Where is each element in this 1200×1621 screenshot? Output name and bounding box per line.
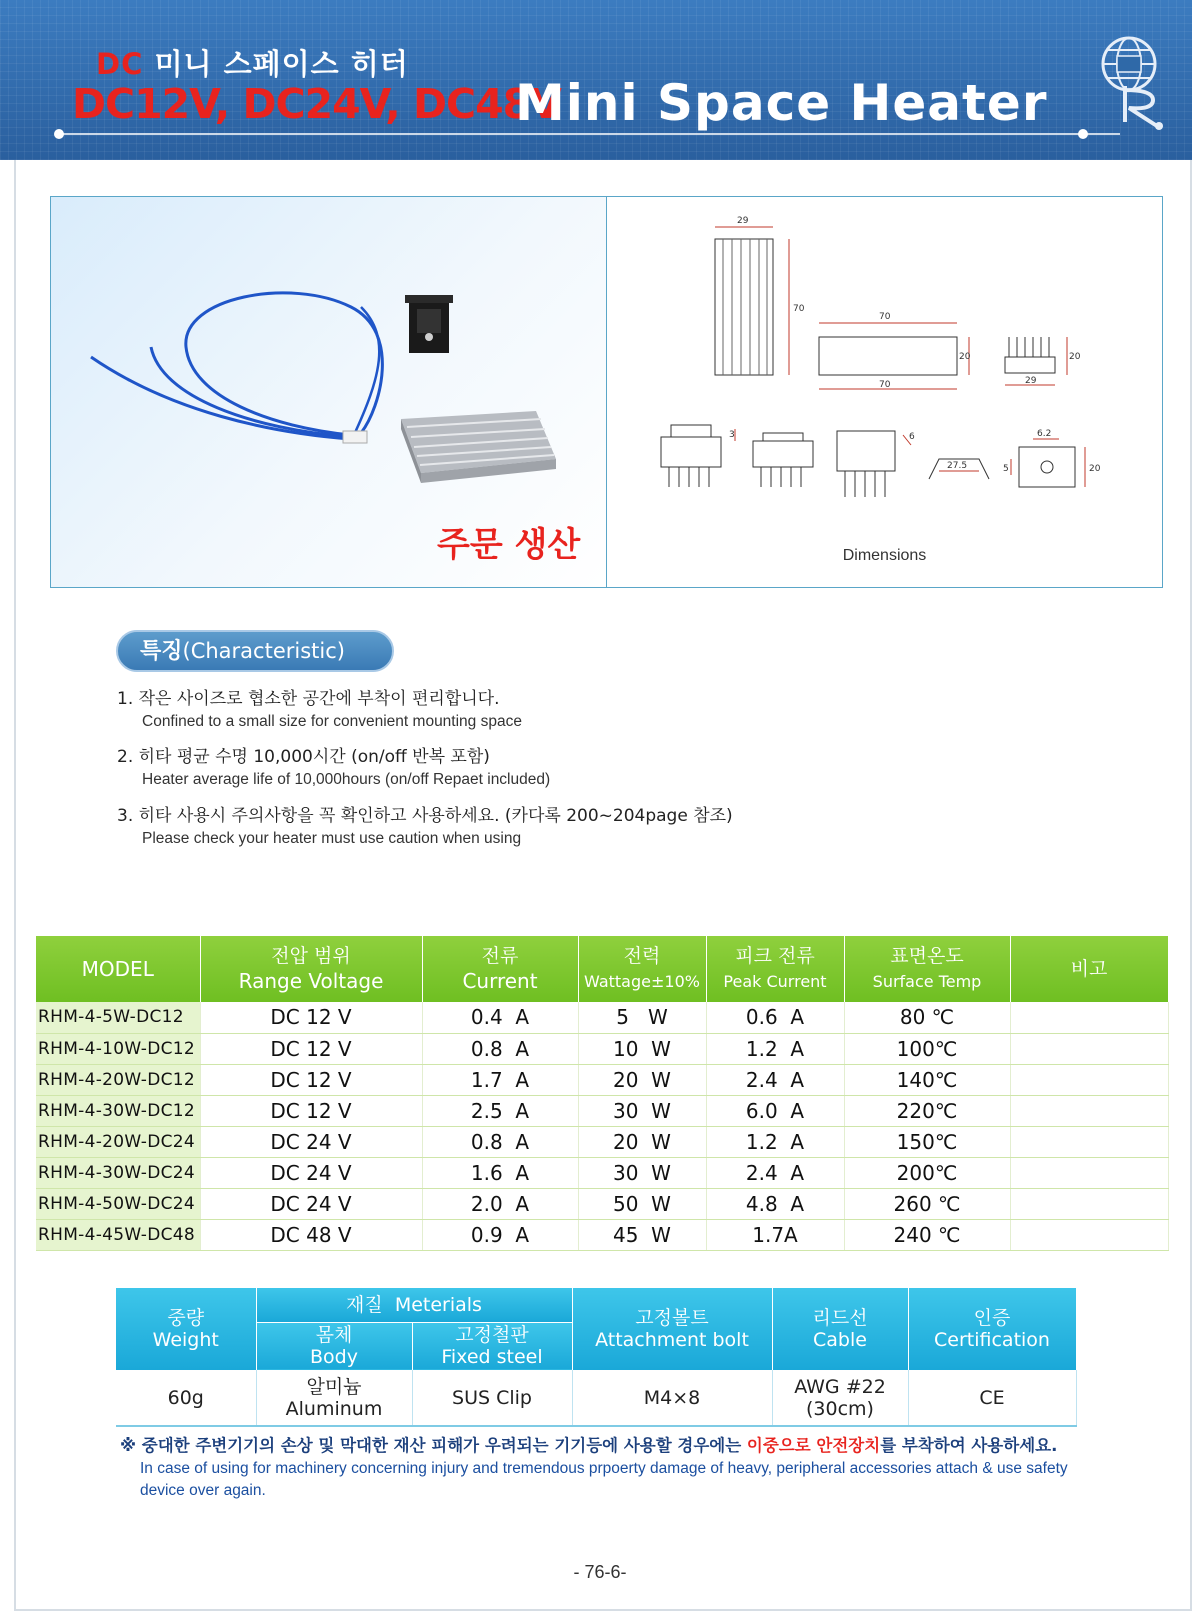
feature-item	[117, 742, 550, 789]
cell-current: 2.5 A	[422, 1095, 578, 1126]
rule-dot-right	[1078, 129, 1088, 139]
spec-header-row	[36, 936, 1168, 1002]
cell-remarks	[1010, 1033, 1168, 1064]
header-current: 전류 Current	[422, 936, 578, 1002]
cell-attachment-bolt: M4×8	[572, 1370, 772, 1426]
company-logo-icon	[1095, 30, 1175, 130]
cell-voltage: DC 48 V	[200, 1219, 422, 1250]
cell-wattage: 20 W	[578, 1126, 706, 1157]
dim-label: 6	[909, 432, 915, 442]
header-body: 몸체 Body	[256, 1322, 412, 1370]
dim-label: 5	[1003, 464, 1009, 474]
page-number: - 76-6-	[573, 1562, 627, 1582]
dimensions-drawing	[607, 197, 1162, 587]
cell-peak-current: 2.4 A	[706, 1157, 844, 1188]
cell-remarks	[1010, 1095, 1168, 1126]
header-subtitle	[96, 42, 409, 83]
cell-surface-temp: 100℃	[844, 1033, 1010, 1064]
cell-wattage: 10 W	[578, 1033, 706, 1064]
product-panel	[50, 196, 1163, 588]
cell-current: 2.0 A	[422, 1188, 578, 1219]
product-photo	[51, 197, 607, 587]
header-model: MODEL	[36, 936, 200, 1002]
cell-fixed-steel: SUS Clip	[412, 1370, 572, 1426]
cell-remarks	[1010, 1219, 1168, 1250]
cell-voltage: DC 12 V	[200, 1033, 422, 1064]
cell-voltage: DC 12 V	[200, 1002, 422, 1033]
header-weight: 중량 Weight	[116, 1288, 256, 1370]
characteristic-title-ko: 특징	[140, 639, 183, 664]
cell-current: 0.9 A	[422, 1219, 578, 1250]
cell-model: RHM-4-5W-DC12	[36, 1002, 200, 1033]
cell-certification: CE	[908, 1370, 1076, 1426]
header-remarks: 비고	[1010, 936, 1168, 1002]
cell-wattage: 30 W	[578, 1095, 706, 1126]
header-rule	[60, 133, 1120, 135]
characteristic-heading	[116, 630, 394, 672]
dim-label: 70	[879, 380, 891, 390]
cell-model: RHM-4-10W-DC12	[36, 1033, 200, 1064]
table-row	[36, 1002, 1168, 1033]
cell-current: 0.8 A	[422, 1126, 578, 1157]
header-wattage: 전력 Wattage±10%	[578, 936, 706, 1002]
cell-current: 1.6 A	[422, 1157, 578, 1188]
dim-label: 27.5	[947, 461, 968, 471]
cell-peak-current: 1.7A	[706, 1219, 844, 1250]
warning-english: In case of using for machinery concerning injury and tremendous prpoerty damage of heavy, peripheral accessories attach & use safety device over again.	[140, 1460, 1068, 1499]
cell-peak-current: 0.6 A	[706, 1002, 844, 1033]
cell-remarks	[1010, 1064, 1168, 1095]
dim-label: 3	[729, 430, 735, 440]
dim-label: 70	[793, 304, 805, 314]
header-range-voltage: 전압 범위 Range Voltage	[200, 936, 422, 1002]
cell-peak-current: 1.2 A	[706, 1126, 844, 1157]
feature-text-ko: 2. 히타 평균 수명 10,000시간 (on/off 반복 포함)	[117, 747, 490, 767]
cell-voltage: DC 12 V	[200, 1064, 422, 1095]
dim-label: 70	[879, 312, 891, 322]
cell-model: RHM-4-20W-DC24	[36, 1126, 200, 1157]
cell-current: 0.4 A	[422, 1002, 578, 1033]
cell-body: 알미늄 Aluminum	[256, 1370, 412, 1426]
dim-label: 20	[959, 352, 971, 362]
feature-text-en: Confined to a small size for convenient mounting space	[142, 713, 522, 730]
cell-wattage: 45 W	[578, 1219, 706, 1250]
cell-surface-temp: 150℃	[844, 1126, 1010, 1157]
spec-table	[36, 936, 1169, 1251]
cell-peak-current: 2.4 A	[706, 1064, 844, 1095]
table-row	[36, 1033, 1168, 1064]
cell-remarks	[1010, 1188, 1168, 1219]
header-materials: 재질 Meterials	[256, 1288, 572, 1322]
cell-wattage: 50 W	[578, 1188, 706, 1219]
cell-peak-current: 1.2 A	[706, 1033, 844, 1064]
feature-text-en: Heater average life of 10,000hours (on/off Repaet included)	[142, 771, 551, 788]
warning-korean: ※ 중대한 주변기기의 손상 및 막대한 재산 피해가 우려되는 기기등에 사용할 경우에는 이중으로 안전장치를 부착하여 사용하세요.	[120, 1436, 1058, 1455]
header-cable: 리드선 Cable	[772, 1288, 908, 1370]
header-attachment-bolt: 고정볼트 Attachment bolt	[572, 1288, 772, 1370]
cell-voltage: DC 24 V	[200, 1188, 422, 1219]
header-peak-current: 피크 전류 Peak Current	[706, 936, 844, 1002]
cell-voltage: DC 24 V	[200, 1157, 422, 1188]
table-row	[36, 1188, 1168, 1219]
page-title: Mini Space Heater	[515, 74, 1048, 132]
dim-label: 20	[1089, 464, 1101, 474]
cell-model: RHM-4-30W-DC24	[36, 1157, 200, 1188]
cell-model: RHM-4-45W-DC48	[36, 1219, 200, 1250]
cell-surface-temp: 240 ℃	[844, 1219, 1010, 1250]
cell-voltage: DC 24 V	[200, 1126, 422, 1157]
cell-wattage: 20 W	[578, 1064, 706, 1095]
order-production-note: 주문 생산	[437, 525, 581, 565]
cell-surface-temp: 260 ℃	[844, 1188, 1010, 1219]
table-row	[36, 1157, 1168, 1188]
characteristic-title-en: (Characteristic)	[182, 639, 345, 663]
feature-text-en: Please check your heater must use caution when using	[142, 830, 522, 847]
cell-voltage: DC 12 V	[200, 1095, 422, 1126]
cell-surface-temp: 140℃	[844, 1064, 1010, 1095]
dim-label: 6.2	[1037, 429, 1052, 439]
cell-remarks	[1010, 1002, 1168, 1033]
header-voltages: DC12V, DC24V, DC48V	[72, 80, 561, 128]
header-certification: 인증 Certification	[908, 1288, 1076, 1370]
cell-surface-temp: 220℃	[844, 1095, 1010, 1126]
cell-surface-temp: 80 ℃	[844, 1002, 1010, 1033]
dimensions-caption: Dimensions	[842, 547, 927, 564]
dim-label: 20	[1069, 352, 1081, 362]
cell-peak-current: 6.0 A	[706, 1095, 844, 1126]
dim-label: 29	[1025, 376, 1037, 386]
cell-wattage: 30 W	[578, 1157, 706, 1188]
feature-text-ko: 1. 작은 사이즈로 협소한 공간에 부착이 편리합니다.	[117, 689, 500, 709]
header-banner	[0, 0, 1192, 160]
dim-label: 29	[737, 216, 749, 226]
header-fixed-steel: 고정철판 Fixed steel	[412, 1322, 572, 1370]
material-table	[116, 1288, 1077, 1427]
table-row	[36, 1064, 1168, 1095]
cell-current: 0.8 A	[422, 1033, 578, 1064]
cell-model: RHM-4-20W-DC12	[36, 1064, 200, 1095]
subtitle-prefix: DC	[96, 47, 144, 81]
table-row	[36, 1126, 1168, 1157]
cell-remarks	[1010, 1157, 1168, 1188]
table-row	[36, 1095, 1168, 1126]
feature-item	[117, 684, 522, 731]
cell-current: 1.7 A	[422, 1064, 578, 1095]
cell-cable: AWG #22 (30cm)	[772, 1370, 908, 1426]
header-surface-temp: 표면온도 Surface Temp	[844, 936, 1010, 1002]
rule-dot-left	[54, 129, 64, 139]
cell-weight: 60g	[116, 1370, 256, 1426]
cell-peak-current: 4.8 A	[706, 1188, 844, 1219]
cell-surface-temp: 200℃	[844, 1157, 1010, 1188]
feature-item	[117, 801, 733, 848]
cell-model: RHM-4-30W-DC12	[36, 1095, 200, 1126]
subtitle-korean: 미니 스페이스 히터	[154, 47, 409, 81]
feature-text-ko: 3. 히타 사용시 주의사항을 꼭 확인하고 사용하세요. (카다록 200~204page 참조)	[117, 806, 733, 826]
cell-model: RHM-4-50W-DC24	[36, 1188, 200, 1219]
table-row	[36, 1219, 1168, 1250]
cell-remarks	[1010, 1126, 1168, 1157]
cell-wattage: 5 W	[578, 1002, 706, 1033]
